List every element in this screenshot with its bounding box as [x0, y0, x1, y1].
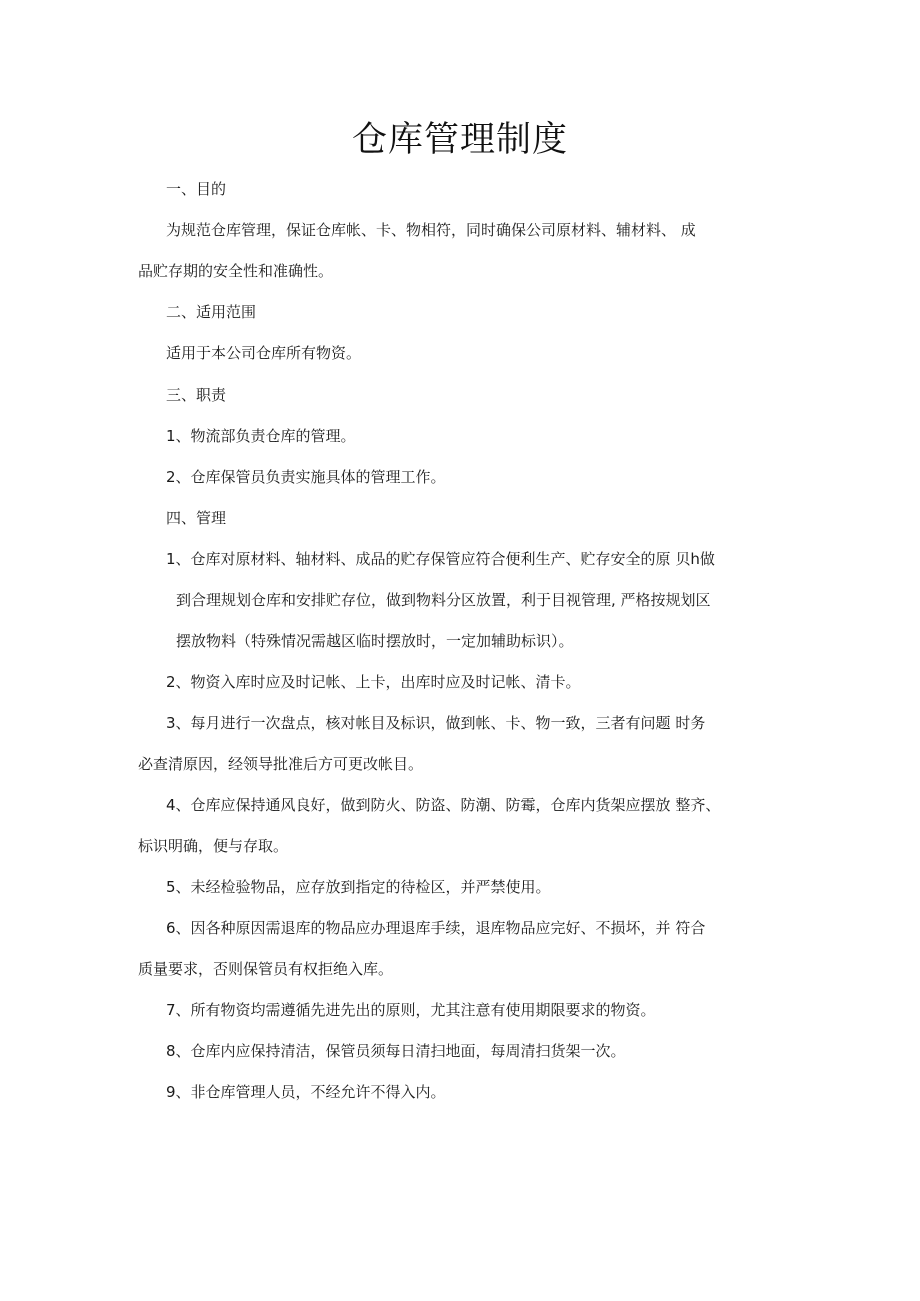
list-item-management-8: 8、仓库内应保持清洁，保管员须每日清扫地面，每周清扫货架一次。 [166, 1042, 626, 1060]
document-title: 仓库管理制度 [351, 120, 568, 160]
section-heading-responsibilities: 三、职责 [166, 386, 227, 404]
list-item-management-5: 5、未经检验物品，应存放到指定的待检区，并严禁使用。 [166, 878, 551, 896]
list-item-management-7: 7、所有物资均需遵循先进先出的原则，尤其注意有使用期限要求的物资。 [166, 1001, 656, 1019]
section-heading-scope: 二、适用范围 [166, 303, 257, 321]
list-item-responsibility-1: 1、物流部负责仓库的管理。 [166, 427, 356, 445]
list-item-management-1-line2: 到合理规划仓库和安排贮存位，做到物料分区放置，利于目视管理, 严格按规划区 [176, 591, 711, 609]
list-item-management-1-line1: 1、仓库对原材料、轴材料、成品的贮存保管应符合便利生产、贮存安全的原 贝h做 [166, 550, 715, 568]
section-heading-purpose: 一、目的 [166, 180, 227, 198]
paragraph-purpose-line2: 品贮存期的安全性和准确性。 [138, 262, 334, 280]
list-item-management-4-line1: 4、仓库应保持通风良好，做到防火、防盗、防潮、防霉，仓库内货架应摆放 整齐、 [166, 796, 721, 814]
list-item-management-9: 9、非仓库管理人员，不经允许不得入内。 [166, 1083, 446, 1101]
paragraph-scope: 适用于本公司仓库所有物资。 [166, 344, 362, 362]
list-item-management-6-line1: 6、因各种原因需退库的物品应办理退库手续，退库物品应完好、不损坏，并 符合 [166, 919, 706, 937]
list-item-management-6-line2: 质量要求，否则保管员有权拒绝入库。 [138, 960, 394, 978]
list-item-management-4-line2: 标识明确，便与存取。 [138, 837, 289, 855]
list-item-responsibility-2: 2、仓库保管员负责实施具体的管理工作。 [166, 468, 446, 486]
paragraph-purpose-line1: 为规范仓库管理，保证仓库帐、卡、物相符，同时确保公司原材料、辅材料、 成 [166, 221, 696, 239]
list-item-management-2: 2、物资入库时应及时记帐、上卡，出库时应及时记帐、清卡。 [166, 673, 581, 691]
list-item-management-3-line1: 3、每月进行一次盘点，核对帐目及标识，做到帐、卡、物一致，三者有问题 时务 [166, 714, 706, 732]
list-item-management-1-line3: 摆放物料（特殊情况需越区临时摆放时，一定加辅助标识）。 [176, 632, 574, 650]
section-heading-management: 四、管理 [166, 509, 227, 527]
list-item-management-3-line2: 必查清原因，经领导批准后方可更改帐目。 [138, 755, 424, 773]
